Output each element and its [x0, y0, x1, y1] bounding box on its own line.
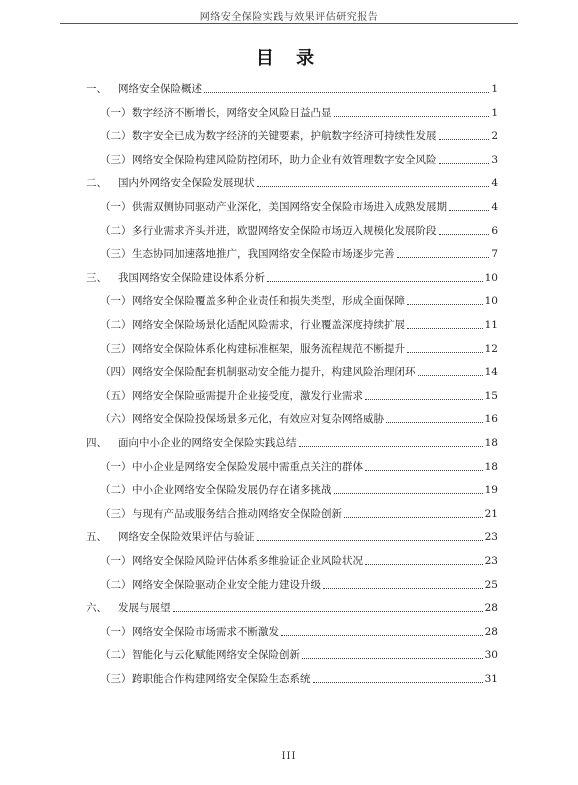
toc-section-entry[interactable] [100, 576, 498, 592]
toc-dot-leader [407, 304, 483, 305]
toc-section-entry[interactable] [100, 505, 498, 521]
toc-section-entry[interactable] [100, 198, 498, 214]
toc-entry-title: 网络安全保险构建风险防控闭环，助力企业有效管理数字安全风险 [132, 153, 437, 166]
toc-entry-title: 网络安全保险风险评估体系多维验证企业风险状况 [132, 555, 363, 567]
toc-entry-number: （三） [100, 673, 132, 685]
toc-dot-leader [365, 399, 483, 400]
toc-chapter-entry[interactable] [86, 174, 498, 190]
toc-dot-leader [257, 540, 483, 541]
toc-page-number: 23 [484, 555, 498, 567]
toc-entry-title: 我国网络安全保险建设体系分析 [118, 271, 265, 284]
toc-entry-number: 六、 [86, 602, 107, 615]
toc-page-number: 21 [484, 507, 498, 520]
toc-page-number: 1 [491, 83, 498, 95]
toc-entry-number: （三） [100, 507, 132, 520]
toc-page-number: 10 [484, 295, 498, 308]
toc-page-number: 15 [484, 389, 498, 402]
toc-section-entry[interactable] [100, 104, 498, 120]
toc-entry-title: 网络安全保险配套机制驱动安全能力提升，构建风险治理闭环 [132, 366, 416, 379]
toc-entry-title: 中小企业网络安全保险发展仍存在诸多挑战 [132, 484, 332, 497]
toc-chapter-entry[interactable] [86, 599, 498, 615]
toc-page-number: 7 [491, 248, 498, 261]
toc-entry-number: （三） [100, 248, 132, 261]
toc-entry-title: 生态协同加速落地推广，我国网络安全保险市场逐步完善 [132, 248, 395, 261]
toc-dot-leader [397, 257, 490, 258]
toc-section-entry[interactable] [100, 151, 498, 167]
toc-entry-title: 网络安全保险驱动企业安全能力建设升级 [132, 578, 321, 591]
toc-entry-number: （二） [100, 224, 132, 237]
toc-entry-title: 供需双侧协同驱动产业深化，美国网络安全保险市场进入成熟发展期 [132, 201, 447, 213]
toc-section-entry[interactable] [100, 623, 498, 639]
page-number: III [281, 751, 297, 762]
toc-dot-leader [281, 635, 483, 636]
toc-section-entry[interactable] [100, 387, 498, 403]
toc-page-number: 23 [484, 531, 498, 544]
toc-page-number: 4 [491, 201, 498, 213]
toc-page-number: 28 [484, 625, 498, 638]
toc-section-entry[interactable] [100, 222, 498, 238]
toc-entry-title: 跨职能合作构建网络安全保险生态系统 [132, 673, 311, 685]
toc-dot-leader [365, 470, 483, 471]
toc-entry-title: 发展与展望 [118, 602, 171, 615]
toc-dot-leader [334, 116, 490, 117]
toc-section-entry[interactable] [100, 127, 498, 143]
toc-dot-leader [204, 92, 489, 93]
toc-page-number: 12 [484, 342, 498, 355]
toc-section-entry[interactable] [100, 670, 498, 686]
toc-entry-title: 网络安全保险体系化构建标准框架，服务流程规范不断提升 [132, 342, 405, 355]
toc-entry-number: （四） [100, 366, 132, 379]
toc-entry-number: 二、 [86, 177, 107, 190]
toc-entry-title: 网络安全保险投保场景多元化，有效应对复杂网络威胁 [132, 413, 384, 426]
toc-page-number: 28 [484, 602, 498, 615]
toc-dot-leader [407, 328, 483, 329]
toc-page-number: 10 [484, 271, 498, 284]
toc-entry-number: （一） [100, 201, 132, 213]
toc-entry-title: 网络安全保险场景化适配风险需求，行业覆盖深度持续扩展 [132, 319, 405, 331]
toc-dot-leader [449, 210, 489, 211]
toc-entry-number: （一） [100, 625, 132, 638]
toc-dot-leader [334, 493, 483, 494]
toc-dot-leader [173, 611, 483, 612]
toc-entry-number: （三） [100, 153, 132, 166]
toc-dot-leader [257, 186, 490, 187]
toc-dot-leader [267, 281, 483, 282]
toc-entry-title: 网络安全保险市场需求不断激发 [132, 625, 279, 638]
toc-dot-leader [386, 422, 483, 423]
toc-section-entry[interactable] [100, 410, 498, 426]
toc-section-entry[interactable] [100, 481, 498, 497]
toc-page-number: 25 [484, 578, 498, 591]
toc-entry-number: 五、 [86, 531, 107, 544]
toc-section-entry[interactable] [100, 458, 498, 474]
toc-dot-leader [439, 234, 490, 235]
toc-dot-leader [418, 375, 483, 376]
toc-entry-title: 数字经济不断增长，网络安全风险日益凸显 [132, 106, 332, 119]
toc-entry-title: 中小企业是网络安全保险发展中需重点关注的群体 [132, 460, 363, 473]
toc-page-number: 18 [484, 437, 498, 449]
toc-section-entry[interactable] [100, 646, 498, 662]
toc-entry-number: （二） [100, 578, 132, 591]
toc-dot-leader [344, 517, 483, 518]
toc-entry-title: 网络安全保险概述 [118, 83, 202, 95]
toc-entry-title: 与现有产品或服务结合推动网络安全保险创新 [132, 507, 342, 520]
toc-section-entry[interactable] [100, 340, 498, 356]
toc-page-number: 19 [484, 484, 498, 497]
toc-section-entry[interactable] [100, 245, 498, 261]
toc-title: 目 录 [255, 48, 323, 69]
toc-entry-number: （六） [100, 413, 132, 426]
toc-entry-number: （三） [100, 342, 132, 355]
toc-dot-leader [439, 163, 490, 164]
toc-dot-leader [313, 682, 483, 683]
toc-page-number: 3 [491, 153, 498, 166]
toc-dot-leader [302, 658, 483, 659]
toc-page-number: 18 [484, 460, 498, 473]
toc-section-entry[interactable] [100, 316, 498, 332]
toc-section-entry[interactable] [100, 292, 498, 308]
toc-page-number: 2 [491, 130, 498, 143]
toc-entry-title: 数字安全已成为数字经济的关键要素，护航数字经济可持续性发展 [132, 130, 437, 143]
running-header: 网络安全保险实践与效果评估研究报告 [199, 12, 379, 23]
toc-chapter-entry[interactable] [86, 434, 498, 450]
toc-chapter-entry[interactable] [86, 528, 498, 544]
toc-page-number: 16 [484, 413, 498, 426]
toc-page-number: 4 [491, 177, 498, 190]
toc-entry-title: 多行业需求齐头并进，欧盟网络安全保险市场迈入规模化发展阶段 [132, 224, 437, 237]
toc-page-number: 31 [484, 673, 498, 685]
toc-page-number: 11 [484, 319, 498, 331]
toc-entry-number: （五） [100, 389, 132, 402]
toc-dot-leader [439, 139, 490, 140]
toc-dot-leader [299, 446, 483, 447]
toc-chapter-entry[interactable] [86, 80, 498, 96]
toc-entry-number: 一、 [86, 83, 107, 95]
toc-entry-number: 三、 [86, 271, 107, 284]
toc-page-number: 30 [484, 649, 498, 662]
toc-entry-title: 网络安全保险亟需提升企业接受度，激发行业需求 [132, 389, 363, 402]
toc-entry-number: （一） [100, 295, 132, 308]
toc-page-number: 1 [491, 106, 498, 119]
toc-entry-title: 智能化与云化赋能网络安全保险创新 [132, 649, 300, 662]
toc-entry-title: 面向中小企业的网络安全保险实践总结 [118, 437, 297, 449]
toc-entry-title: 网络安全保险效果评估与验证 [118, 531, 255, 544]
toc-dot-leader [323, 588, 483, 589]
toc-entry-number: 四、 [86, 437, 107, 449]
toc-section-entry[interactable] [100, 552, 498, 568]
toc-entry-number: （一） [100, 555, 132, 567]
toc-entry-title: 国内外网络安全保险发展现状 [118, 177, 255, 190]
toc-dot-leader [407, 352, 483, 353]
toc-section-entry[interactable] [100, 363, 498, 379]
toc-dot-leader [365, 564, 483, 565]
toc-page-number: 14 [484, 366, 498, 379]
toc-entry-number: （二） [100, 484, 132, 497]
toc-entry-number: （二） [100, 649, 132, 662]
toc-chapter-entry[interactable] [86, 269, 498, 285]
toc-entry-title: 网络安全保险覆盖多种企业责任和损失类型，形成全面保障 [132, 295, 405, 308]
header-rule [60, 23, 518, 24]
toc-entry-number: （一） [100, 460, 132, 473]
toc-page-number: 6 [491, 224, 498, 237]
toc-entry-number: （二） [100, 130, 132, 143]
toc-entry-number: （一） [100, 106, 132, 119]
toc-entry-number: （二） [100, 319, 132, 331]
